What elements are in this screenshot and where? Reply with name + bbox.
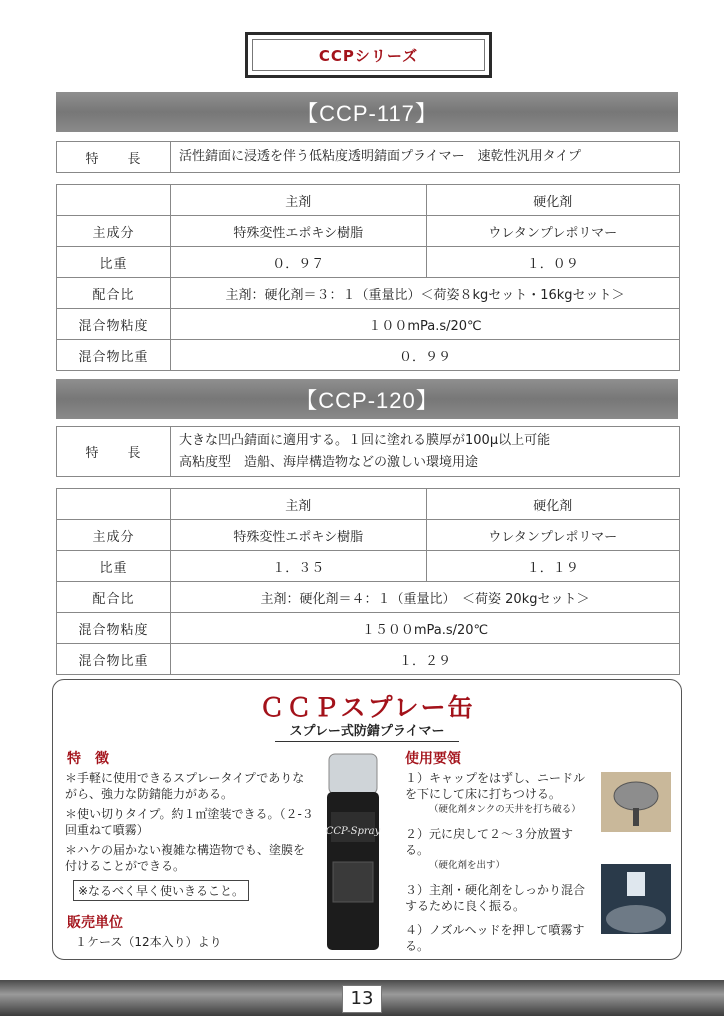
usage-heading: 使用要領 bbox=[405, 751, 461, 767]
step-note: （硬化剤を出す） bbox=[429, 860, 506, 871]
table-row bbox=[57, 551, 680, 582]
component-label: 主成分 bbox=[57, 216, 171, 247]
component-hardener: ウレタンプレポリマー bbox=[426, 520, 679, 551]
product-title: 【CCP-120】 bbox=[295, 387, 439, 413]
ratio-label: 配合比 bbox=[57, 582, 171, 613]
step-text: ４）ノズルヘッドを押して噴霧する。 bbox=[405, 923, 585, 953]
spray-panel bbox=[52, 679, 682, 960]
step-photo-cap bbox=[601, 772, 671, 832]
sg-hardener: １．１９ bbox=[426, 551, 679, 582]
mix-sg-label: 混合物比重 bbox=[57, 340, 171, 371]
table-row bbox=[57, 582, 680, 613]
col-header-hardener: 硬化剤 bbox=[426, 185, 679, 216]
table-row bbox=[57, 185, 680, 216]
viscosity-value: １５００mPa.s/20℃ bbox=[171, 613, 680, 644]
mix-sg-value: ０．９９ bbox=[171, 340, 680, 371]
table-row bbox=[57, 216, 680, 247]
features-heading: 特 徴 bbox=[67, 751, 109, 767]
list-item bbox=[405, 770, 595, 818]
sales-value: １ケース（12本入り）より bbox=[75, 935, 222, 949]
table-row bbox=[57, 613, 680, 644]
table-row bbox=[57, 278, 680, 309]
component-main: 特殊変性エポキシ樹脂 bbox=[171, 520, 427, 551]
component-label: 主成分 bbox=[57, 520, 171, 551]
features-list bbox=[65, 770, 315, 878]
ratio-label: 配合比 bbox=[57, 278, 171, 309]
step-text: ３）主剤・硬化剤をしっかり混合するために良く振る。 bbox=[405, 883, 586, 913]
list-item bbox=[405, 826, 595, 874]
step-note: （硬化剤タンクの天井を打ち破る） bbox=[429, 804, 581, 815]
table-row bbox=[57, 309, 680, 340]
mix-sg-label: 混合物比重 bbox=[57, 644, 171, 675]
feature-text bbox=[171, 427, 680, 477]
feature-line: 大きな凹凸錆面に適用する。１回に塗れる膜厚が100μ以上可能 bbox=[179, 432, 551, 448]
sg-main: ０．９７ bbox=[171, 247, 427, 278]
step-text: ２）元に戻して２〜３分放置する。 bbox=[405, 827, 574, 857]
sg-label: 比重 bbox=[57, 247, 171, 278]
ratio-value: 主剤：硬化剤＝４：１（重量比） ＜荷姿 20kgセット＞ bbox=[171, 582, 680, 613]
list-item bbox=[405, 882, 595, 914]
list-item: ＊使い切りタイプ。約１㎡塗装できる。（２-３回重ねて噴霧） bbox=[65, 807, 314, 837]
component-main: 特殊変性エポキシ樹脂 bbox=[171, 216, 427, 247]
component-hardener: ウレタンプレポリマー bbox=[426, 216, 679, 247]
viscosity-label: 混合物粘度 bbox=[57, 309, 171, 340]
spec-table-ccp120 bbox=[56, 426, 680, 675]
product-title: 【CCP-117】 bbox=[296, 100, 438, 126]
product-band-ccp117 bbox=[56, 92, 678, 132]
viscosity-label: 混合物粘度 bbox=[57, 613, 171, 644]
ratio-value: 主剤：硬化剤＝３：１（重量比）＜荷姿８kgセット・16kgセット＞ bbox=[171, 278, 680, 309]
list-item bbox=[405, 922, 595, 954]
page-number: 13 bbox=[342, 985, 382, 1013]
col-header-main: 主剤 bbox=[171, 489, 427, 520]
step-photo-spray bbox=[601, 864, 671, 934]
spray-subtitle: スプレー式防錆プライマー bbox=[275, 720, 459, 742]
table-row bbox=[57, 644, 680, 675]
sg-label: 比重 bbox=[57, 551, 171, 582]
step-text: １）キャップをはずし、ニードルを下にして床に打ちつける。 bbox=[405, 771, 586, 801]
table-row bbox=[57, 247, 680, 278]
feature-text: 活性錆面に浸透を伴う低粘度透明錆面プライマー 速乾性汎用タイプ bbox=[171, 142, 680, 173]
spec-table-ccp117 bbox=[56, 141, 680, 371]
sg-hardener: １．０９ bbox=[426, 247, 679, 278]
feature-label: 特 長 bbox=[57, 142, 171, 173]
table-row bbox=[57, 520, 680, 551]
usage-note: ※なるべく早く使いきること。 bbox=[73, 880, 249, 901]
series-title: CCPシリーズ bbox=[318, 46, 419, 65]
table-row bbox=[57, 489, 680, 520]
mix-sg-value: １．２９ bbox=[171, 644, 680, 675]
sg-main: １．３５ bbox=[171, 551, 427, 582]
can-label: CCP-Spray bbox=[325, 826, 381, 837]
sales-heading: 販売単位 bbox=[67, 915, 123, 931]
viscosity-value: １００mPa.s/20℃ bbox=[171, 309, 680, 340]
product-band-ccp120 bbox=[56, 379, 678, 419]
table-row bbox=[57, 340, 680, 371]
feature-label: 特 長 bbox=[57, 427, 171, 477]
col-header-main: 主剤 bbox=[171, 185, 427, 216]
col-header-hardener: 硬化剤 bbox=[426, 489, 679, 520]
usage-steps bbox=[405, 770, 595, 962]
series-header bbox=[245, 32, 492, 78]
feature-line: 高粘度型 造船、海岸構造物などの激しい環境用途 bbox=[179, 454, 479, 470]
table-row bbox=[57, 427, 680, 477]
list-item: ＊ハケの届かない複雑な構造物でも、塗膜を付けることができる。 bbox=[65, 843, 306, 873]
spray-title: ＣＣＰスプレー缶 bbox=[259, 693, 475, 722]
spray-can-image bbox=[323, 752, 383, 952]
table-row bbox=[57, 142, 680, 173]
list-item: ＊手軽に使用できるスプレータイプでありながら、強力な防錆能力がある。 bbox=[65, 771, 305, 801]
